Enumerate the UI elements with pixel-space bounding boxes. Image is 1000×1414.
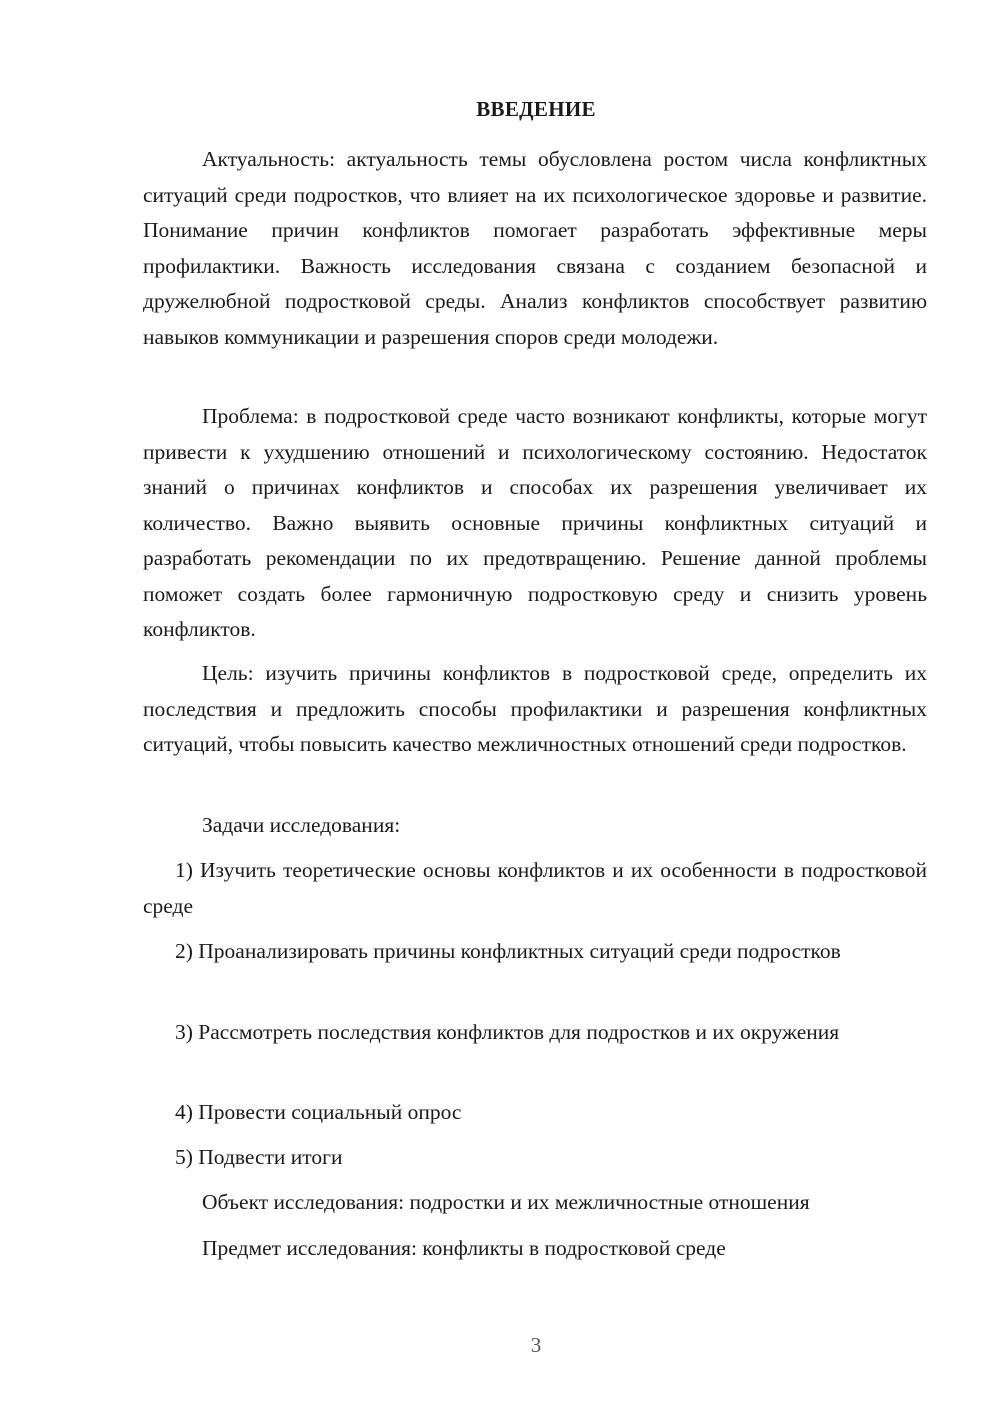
task-item-2: 2) Проанализировать причины конфликтных ситуаций среди подростков [175,939,841,963]
task-item-1: 1) Изучить теоретические основы конфликтов и их особенности в подростковой среде [143,858,927,918]
task-item-4: 4) Провести социальный опрос [175,1100,462,1124]
page-title: ВВЕДЕНИЕ [476,97,596,121]
research-object: Объект исследования: подростки и их межличностные отношения [202,1190,810,1214]
paragraph-problem: Проблема: в подростковой среде часто возникают конфликты, которые могут привести к ухудшению отношений и психологическому состоянию. Недостаток знаний о причинах конфликтов и способах их разрешения увеличивает их количество. Важно выявить основные причины конфликтных ситуаций и разработать рекомендации по их предотвращению. Решение данной проблемы поможет создать более гармоничную подростковую среду и снизить уровень конфликтов. [143,404,927,641]
paragraph-goal: Цель: изучить причины конфликтов в подростковой среде, определить их последствия и предложить способы профилактики и разрешения конфликтных ситуаций, чтобы повысить качество межличностных отношений среди подростков. [143,661,927,756]
tasks-heading: Задачи исследования: [202,813,401,837]
task-item-5: 5) Подвести итоги [175,1145,343,1169]
research-subject: Предмет исследования: конфликты в подростковой среде [202,1236,726,1260]
paragraph-relevance: Актуальность: актуальность темы обусловлена ростом числа конфликтных ситуаций среди подростков, что влияет на их психологическое здоровье и развитие. Понимание причин конфликтов помогает разработать эффективные меры профилактики. Важность исследования связана с созданием безопасной и дружелюбной подростковой среды. Анализ конфликтов способствует развитию навыков коммуникации и разрешения споров среди молодежи. [143,147,927,349]
page-number: 3 [530,1333,542,1357]
task-item-3: 3) Рассмотреть последствия конфликтов для подростков и их окружения [175,1020,840,1044]
